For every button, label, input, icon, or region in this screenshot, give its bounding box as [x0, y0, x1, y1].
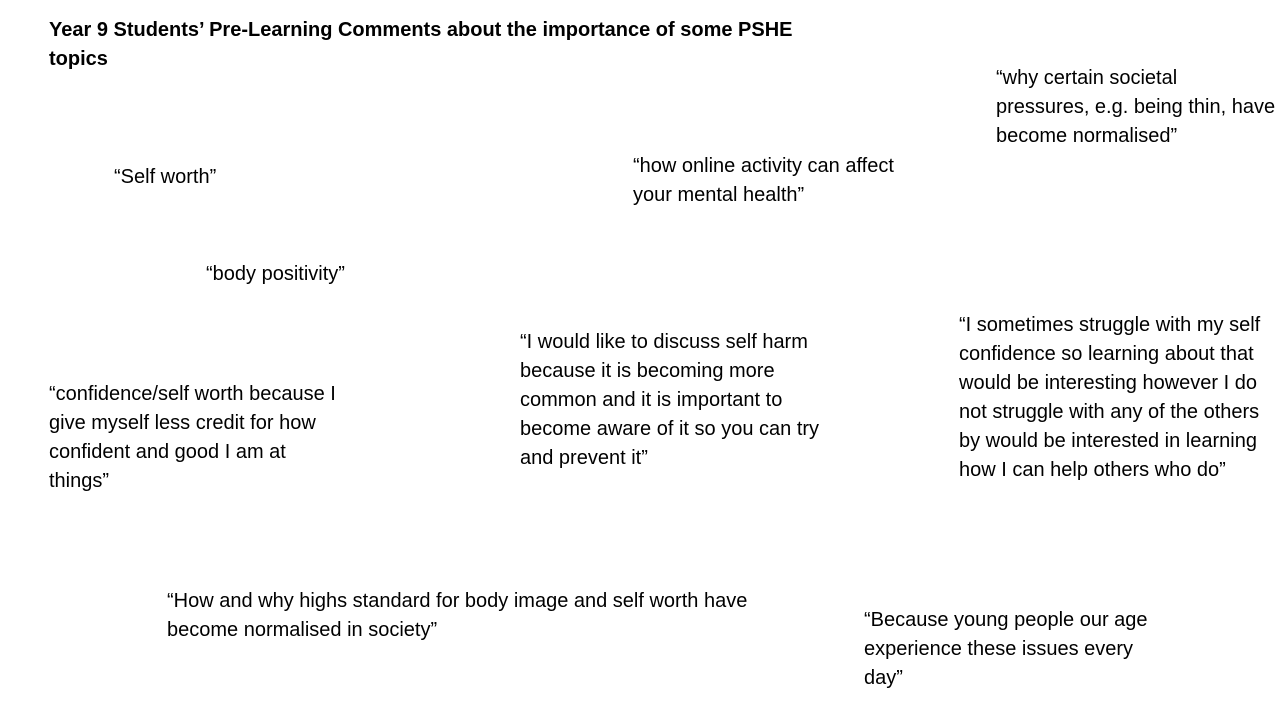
quote-body-image-standards: “How and why highs standard for body image and self worth have become normalised in society” — [167, 590, 748, 641]
quote-confidence-self-worth: “confidence/self worth because I give myself less credit for how confident and good I am at things” — [49, 383, 336, 492]
quote-self-harm: “I would like to discuss self harm because it is becoming more common and it is important to become aware of it so you can try and prevent it” — [520, 331, 820, 469]
quote-online-activity: “how online activity can affect your mental health” — [633, 155, 894, 206]
quote-societal-pressures: “why certain societal pressures, e.g. being thin, have become normalised” — [996, 67, 1276, 147]
quote-young-people: “Because young people our age experience these issues every day” — [864, 609, 1148, 689]
quote-body-positivity: “body positivity” — [206, 263, 345, 285]
slide-title: Year 9 Students’ Pre-Learning Comments about the importance of some PSHE topics — [49, 19, 793, 70]
quote-self-worth: “Self worth” — [114, 166, 217, 188]
quote-self-confidence: “I sometimes struggle with my self confidence so learning about that would be interesting however I do not struggle with any of the others by would be interested in learning how I can help others who do” — [959, 314, 1261, 481]
